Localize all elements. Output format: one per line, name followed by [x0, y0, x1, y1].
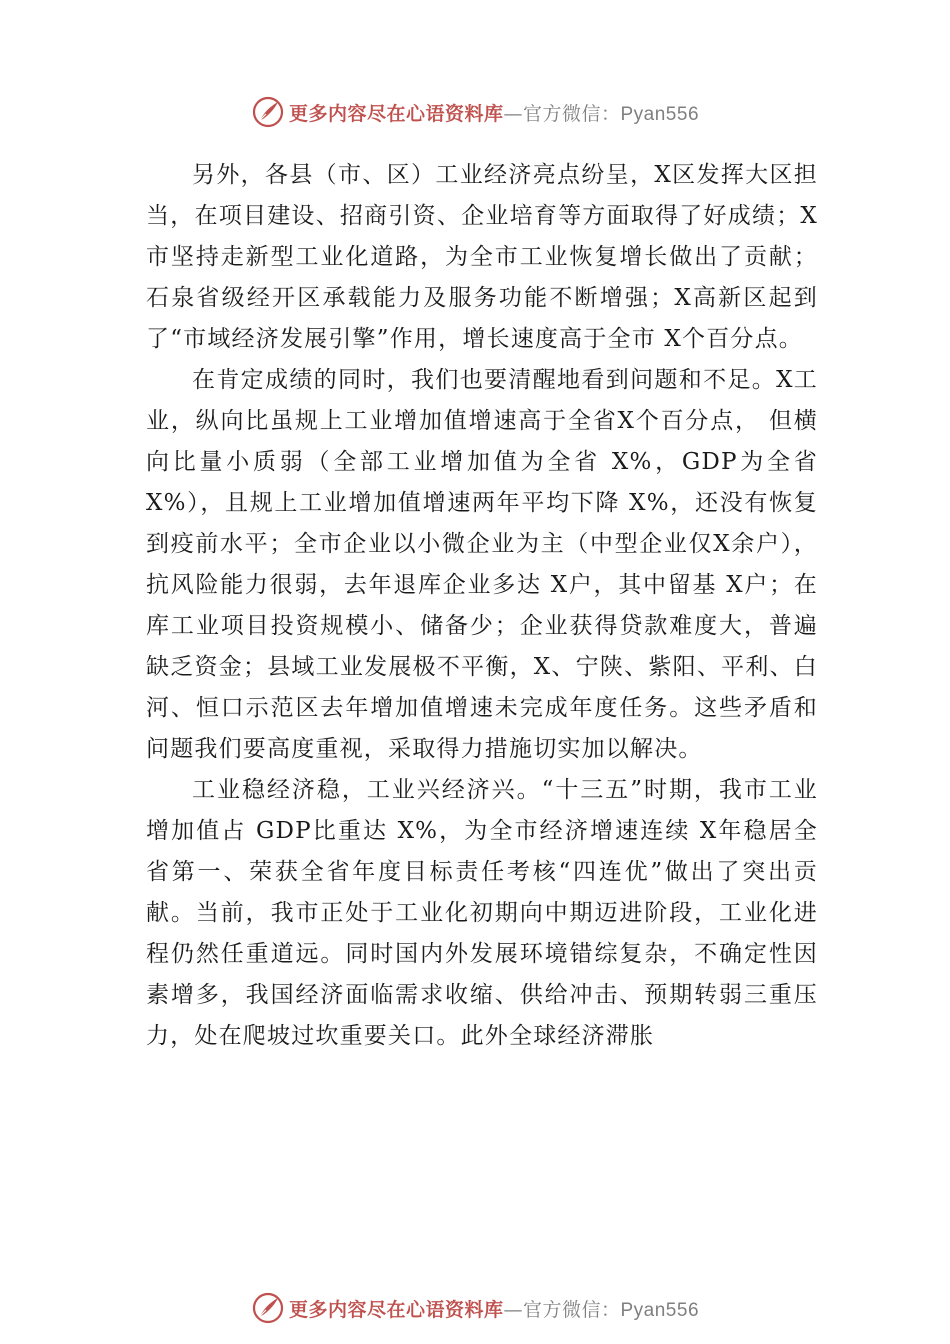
header-watermark: [0, 94, 950, 130]
quill-logo-icon: [251, 95, 285, 129]
watermark-id: Pyan556: [620, 1299, 700, 1321]
watermark-text: [289, 1295, 699, 1322]
paragraph-1: 另外，各县（市、区）工业经济亮点纷呈，X区发挥大区担当，在项目建设、招商引资、企业培育等方面取得了好成绩；X市坚持走新型工业化道路，为全市工业恢复增长做出了贡献；石泉省级经开区承载能力及服务功能不断增强；X高新区起到了“市域经济发展引擎”作用，增长速度高于全市 X个百分点。: [146, 162, 818, 352]
watermark-sub: 官方微信：: [522, 102, 621, 125]
watermark-sub: 官方微信：: [522, 1298, 621, 1321]
document-body: [146, 155, 818, 1057]
watermark-separator: —: [503, 1298, 523, 1321]
watermark-main: 更多内容尽在心语资料库: [288, 102, 504, 125]
paragraph-2: 在肯定成绩的同时，我们也要清醒地看到问题和不足。X工业，纵向比虽规上工业增加值增速高于全省X个百分点， 但横向比量小质弱（全部工业增加值为全省 X%，GDP为全省 X%），且规上工业增加值增速两年平均下降 X%，还没有恢复到疫前水平；全市企业以小微企业为主（中型企业仅X余户），抗风险能力很弱，去年退库企业多达 X户，其中留基 X户；在库工业项目投资规模小、储备少；企业获得贷款难度大，普遍缺乏资金；县域工业发展极不平衡，X、宁陕、紫阳、平利、白河、恒口示范区去年增加值增速未完成年度任务。这些矛盾和问题我们要高度重视，采取得力措施切实加以解决。: [146, 367, 818, 762]
watermark-separator: —: [503, 102, 523, 125]
quill-logo-icon: [251, 1291, 285, 1325]
watermark-text: [289, 99, 699, 126]
watermark-main: 更多内容尽在心语资料库: [288, 1298, 504, 1321]
paragraph-3: 工业稳经济稳，工业兴经济兴。“十三五”时期，我市工业增加值占 GDP比重达 X%，为全市经济增速连续 X年稳居全省第一、荣获全省年度目标责任考核“四连优”做出了突出贡献。当前，我市正处于工业化初期向中期迈进阶段，工业化进程仍然任重道远。同时国内外发展环境错综复杂，不确定性因素增多，我国经济面临需求收缩、供给冲击、预期转弱三重压力，处在爬坡过坎重要关口。此外全球经济滞胀: [146, 777, 818, 1049]
watermark-id: Pyan556: [620, 103, 700, 125]
footer-watermark: [0, 1290, 950, 1326]
